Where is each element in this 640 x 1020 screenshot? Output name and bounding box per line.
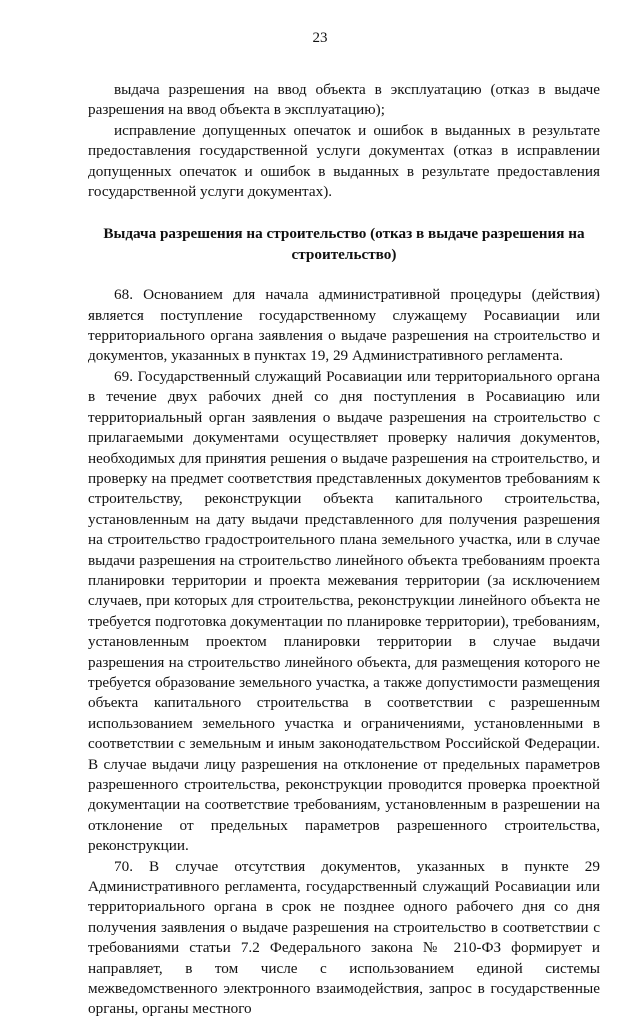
paragraph-68: 68. Основанием для начала административной процедуры (действия) является поступление государственному служащему Росавиации или территориального органа заявления о выдаче разрешения на строительство и документов, указанных в пунктах 19, 29 Административного регламента. <box>88 286 600 365</box>
page-number: 23 <box>312 30 328 46</box>
paragraph-70: 70. В случае отсутствия документов, указанных в пункте 29 Административного регламента, государственный служащий Росавиации или территориального органа в срок не позднее одного рабочего дня со дня получения заявления о выдаче разрешения на строительство в соответствии с требованиями статьи 7.2 Федерального закона № 210-ФЗ формирует и направляет, в том числе с использованием единой системы межведомственного электронного взаимодействия, запрос в государственные органы, органы местного <box>88 857 600 1018</box>
section-heading: Выдача разрешения на строительство (отказ в выдаче разрешения на строительство) <box>103 225 585 263</box>
paragraph-69: 69. Государственный служащий Росавиации или территориального органа в течение двух рабочих дней со дня поступления в Росавиацию или территориальный орган заявления о выдаче разрешения на строительство с прилагаемыми документами осуществляет проверку наличия документов, необходимых для принятия решения о выдаче разрешения на строительство, и проверку на предмет соответствия представленных документов требованиям к строительству, реконструкции объекта капитального строительства, установленным на дату выдачи представленного для получения разрешения на строительство градостроительного плана земельного участка, или в случае выдачи разрешения на строительство линейного объекта требованиям проекта планировки территории и проекта межевания территории (за исключением случаев, при которых для строительства, реконструкции линейного объекта не требуется подготовка документации по планировке территории), требованиям, установленным проектом планировки территории в случае выдачи разрешения на строительство линейного объекта, для размещения которого не требуется образование земельного участка, а также допустимости размещения объекта капитального строительства в соответствии с разрешенным использованием земельного участка и ограничениями, установленными в соответствии с земельным и иным законодательством Российской Федерации. В случае выдачи лицу разрешения на отклонение от предельных параметров разрешенного строительства, реконструкции проводится проверка проектной документации на соответствие требованиям, установленным в разрешении на отклонение от предельных параметров разрешенного строительства, реконструкции. <box>88 367 600 855</box>
paragraph-before-1: выдача разрешения на ввод объекта в эксплуатацию (отказ в выдаче разрешения на ввод объекта в эксплуатацию); <box>88 81 600 119</box>
document-body <box>88 80 600 1020</box>
paragraph-before-2: исправление допущенных опечаток и ошибок в выданных в результате предоставления государственной услуги документах (отказ в исправлении допущенных опечаток и ошибок в выданных в результате предоставления государственной услуги документах). <box>88 121 600 201</box>
